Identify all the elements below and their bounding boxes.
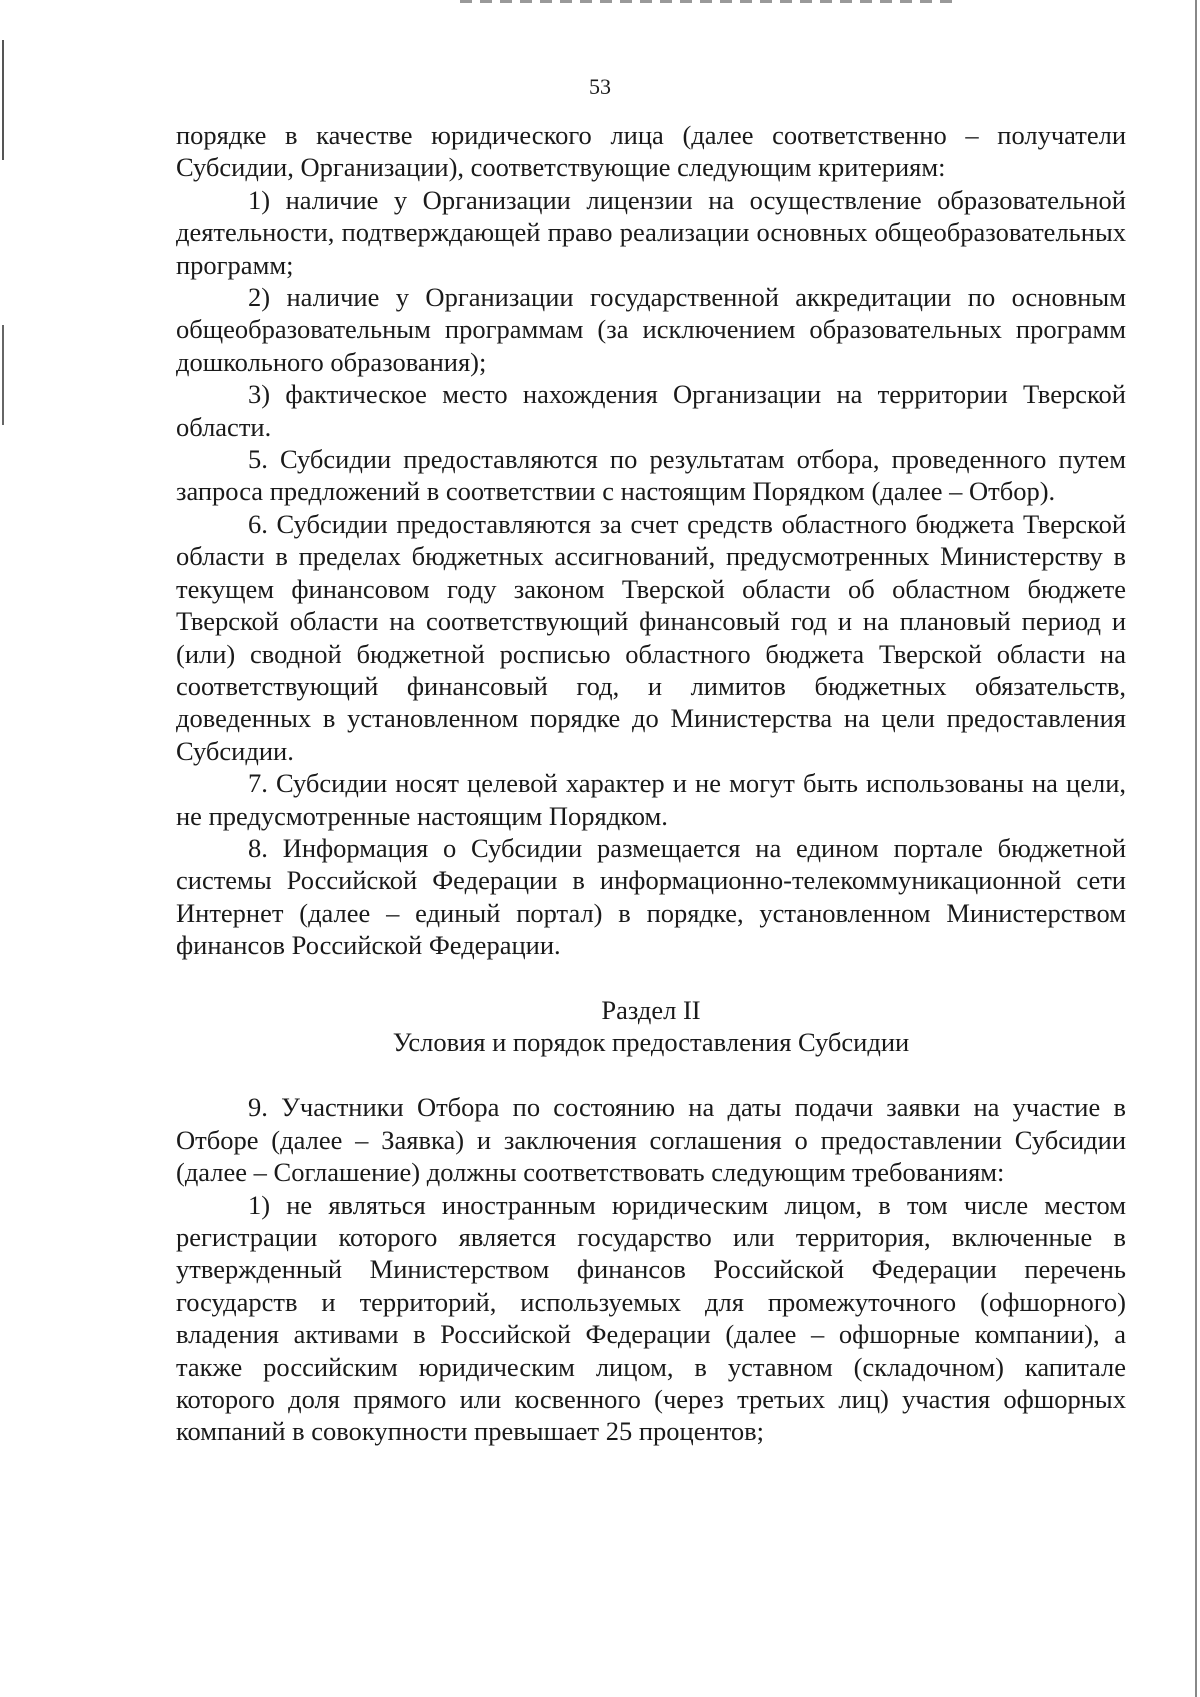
paragraph-continuation: порядке в качестве юридического лица (далее соответственно – получатели Субсидии, Организации), соответствующие следующим критериям:: [176, 120, 1126, 183]
clause-9: 9. Участники Отбора по состоянию на даты подачи заявки на участие в Отборе (далее – Заявка) и заключения соглашения о предоставлении Субсидии (далее – Соглашение) должны соответствовать следующим требованиям:: [176, 1092, 1126, 1188]
clause-7: 7. Субсидии носят целевой характер и не могут быть использованы на цели, не предусмотренные настоящим Порядком.: [176, 768, 1126, 831]
section-number: Раздел II: [601, 994, 701, 1025]
scan-artifact-left-lower: [2, 325, 4, 425]
criterion-3: 3) фактическое место нахождения Организации на территории Тверской области.: [176, 379, 1126, 442]
scan-artifact-top: [460, 0, 960, 3]
clause-5: 5. Субсидии предоставляются по результатам отбора, проведенного путем запроса предложений в соответствии с настоящим Порядком (далее – Отбор).: [176, 444, 1126, 507]
criterion-1: 1) наличие у Организации лицензии на осуществление образовательной деятельности, подтверждающей право реализации основных общеобразовательных программ;: [176, 184, 1126, 280]
scan-artifact-left: [2, 40, 4, 160]
requirement-1: 1) не являться иностранным юридическим лицом, в том числе местом регистрации которого является государство или территория, включенные в утвержденный Министерством финансов Российской Федерации перечень государств и территорий, используемых для промежуточного (офшорного) владения активами в Российской Федерации (далее – офшорные компании), а также российским юридическим лицом, в уставном (складочном) капитале которого доля прямого или косвенного (через третьих лиц) участия офшорных компаний в совокупности превышает 25 процентов;: [176, 1189, 1126, 1447]
criterion-2: 2) наличие у Организации государственной аккредитации по основным общеобразовательным программам (за исключением образовательных программ дошкольного образования);: [176, 282, 1126, 377]
clause-6: 6. Субсидии предоставляются за счет средств областного бюджета Тверской области в пределах бюджетных ассигнований, предусмотренных Министерству в текущем финансовом году законом Тверской области об областном бюджете Тверской области на соответствующий финансовый год и на плановый период и (или) сводной бюджетной росписью областного бюджета Тверской области на соответствующий финансовый год, и лимитов бюджетных обязательств, доведенных в установленном порядке до Министерства на цели предоставления Субсидии.: [176, 508, 1126, 766]
section-title: Условия и порядок предоставления Субсидии: [392, 1026, 910, 1057]
page-number: 53: [589, 74, 611, 99]
scan-artifact-right: [1195, 0, 1197, 1697]
clause-8: 8. Информация о Субсидии размещается на едином портале бюджетной системы Российской Федерации в информационно-телекоммуникационной сети Интернет (далее – единый портал) в порядке, установленном Министерством финансов Российской Федерации.: [176, 832, 1126, 961]
document-body: [176, 119, 1126, 1448]
